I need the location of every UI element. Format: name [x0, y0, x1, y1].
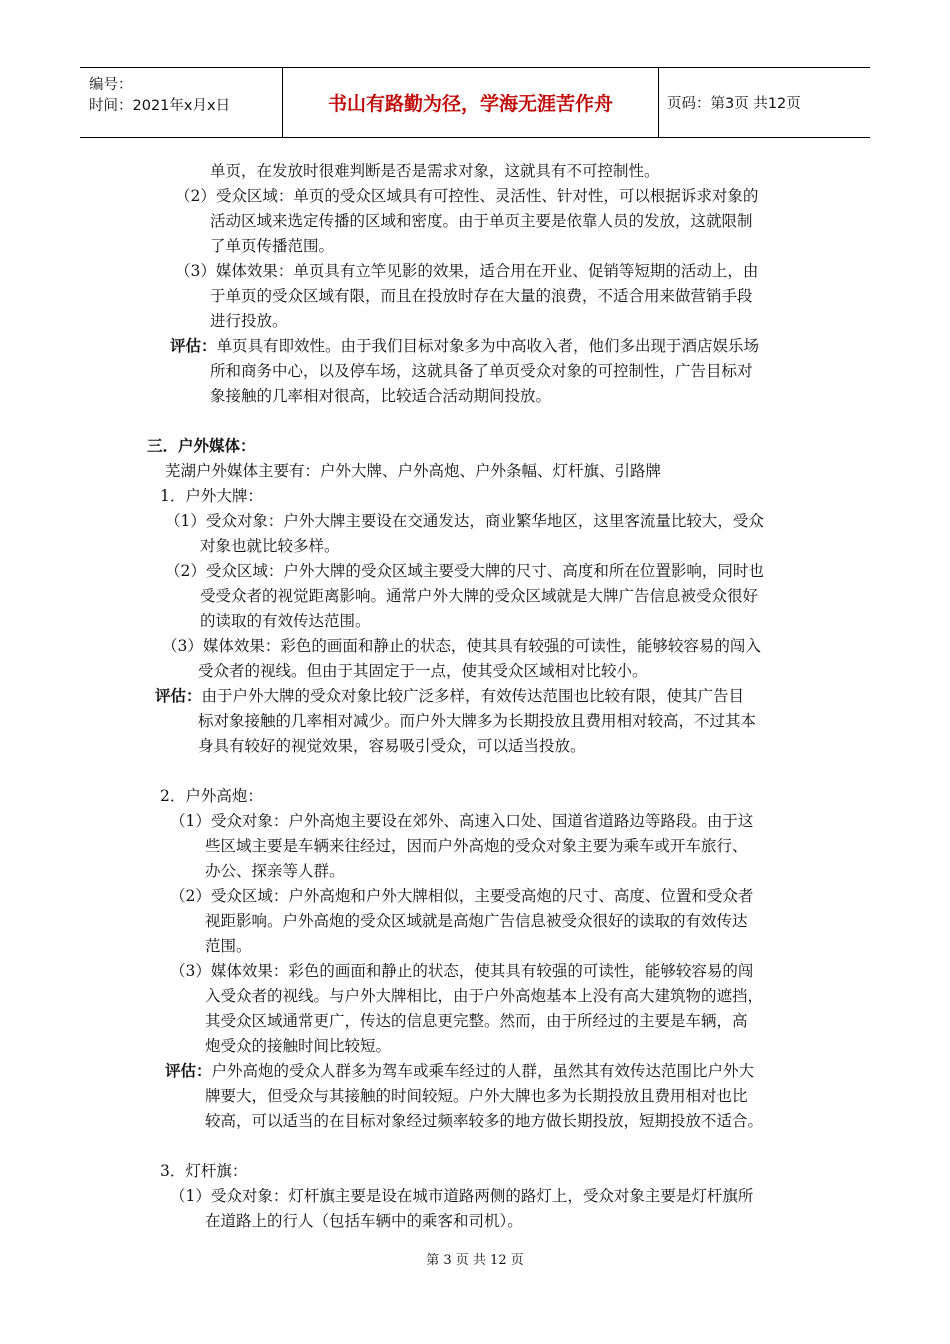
- text-line: 受众者的视线。但由于其固定于一点，使其受众区域相对比较小。: [198, 662, 648, 680]
- subsection-heading: 3．灯杆旗：: [160, 1162, 248, 1180]
- text-line: 在道路上的行人（包括车辆中的乘客和司机）。: [205, 1212, 523, 1230]
- text-line: 入受众者的视线。与户外大牌相比，由于户外高炮基本上没有高大建筑物的遮挡，: [205, 987, 764, 1005]
- text-line: （1）受众对象：户外高炮主要设在郊外、高速入口处、国道省道路边等路段。由于这: [170, 812, 754, 830]
- text-line: 户外高炮的受众人群多为驾车或乘车经过的人群，虽然其有效传达范围比户外大: [211, 1062, 755, 1080]
- text-line: 单页具有即效性。由于我们目标对象多为中高收入者，他们多出现于酒店娱乐场: [216, 337, 760, 355]
- header-motto: 书山有路勤为径，学海无涯苦作舟: [283, 68, 659, 137]
- text-line: 了单页传播范围。: [210, 237, 335, 255]
- text-line: （1）受众对象：灯杆旗主要是设在城市道路两侧的路灯上，受众对象主要是灯杆旗所: [170, 1187, 754, 1205]
- text-line: （2）受众区域：户外高炮和户外大牌相似，主要受高炮的尺寸、高度、位置和受众者: [170, 887, 754, 905]
- evaluation-label: 评估：: [155, 687, 202, 705]
- text-line: （2）受众区域：户外大牌的受众区域主要受大牌的尺寸、高度和所在位置影响，同时也: [165, 562, 764, 580]
- document-date-label: 时间：2021年x月x日: [89, 98, 231, 114]
- text-line: 牌要大，但受众与其接触的时间较短。户外大牌也多为长期投放且费用相对也比: [205, 1087, 748, 1105]
- text-line: 象接触的几率相对很高，比较适合活动期间投放。: [210, 387, 552, 405]
- text-line: 所和商务中心，以及停车场，这就具备了单页受众对象的可控制性，广告目标对: [210, 362, 753, 380]
- header-page-indicator: 页码：第3页 共12页: [667, 96, 801, 112]
- text-line: 些区域主要是车辆来往经过，因而户外高炮的受众对象主要为乘车或开车旅行、: [205, 837, 748, 855]
- header-info-cell: [80, 68, 283, 137]
- text-line: 单页，在发放时很难判断是否是需求对象，这就具有不可控制性。: [210, 162, 660, 180]
- section-heading: 三．户外媒体：: [147, 437, 256, 455]
- text-line: 身具有较好的视觉效果，容易吸引受众，可以适当投放。: [198, 737, 586, 755]
- subsection-heading: 1．户外大牌：: [160, 487, 263, 505]
- text-line: 范围。: [205, 937, 252, 955]
- evaluation-label: 评估：: [165, 1062, 212, 1080]
- text-line: 的读取的有效传达范围。: [200, 612, 371, 630]
- text-line: （3）媒体效果：彩色的画面和静止的状态，使其具有较强的可读性，能够较容易的闯: [170, 962, 754, 980]
- text-line: 标对象接触的几率相对减少。而户外大牌多为长期投放且费用相对较高，不过其本: [198, 712, 757, 730]
- text-line: （3）媒体效果：彩色的画面和静止的状态，使其具有较强的可读性，能够较容易的闯入: [162, 637, 761, 655]
- text-line: 于单页的受众区域有限，而且在投放时存在大量的浪费，不适合用来做营销手段: [210, 287, 753, 305]
- text-line: （1）受众对象：户外大牌主要设在交通发达，商业繁华地区，这里客流量比较大，受众: [165, 512, 764, 530]
- page-footer: 第 3 页 共 12 页: [426, 1253, 524, 1268]
- text-line: 炮受众的接触时间比较短。: [205, 1037, 392, 1055]
- document-number-label: 编号：: [89, 77, 133, 93]
- text-line: 对象也就比较多样。: [200, 537, 340, 555]
- evaluation-paragraph: [165, 1061, 754, 1081]
- text-line: 办公、探亲等人群。: [205, 862, 345, 880]
- evaluation-label: 评估：: [170, 337, 217, 355]
- text-line: 较高，可以适当的在目标对象经过频率较多的地方做长期投放，短期投放不适合。: [205, 1112, 764, 1130]
- text-line: 芜湖户外媒体主要有：户外大牌、户外高炮、户外条幅、灯杆旗、引路牌: [165, 462, 662, 480]
- evaluation-paragraph: [155, 686, 744, 706]
- page-header: [80, 67, 870, 138]
- text-line: 活动区域来选定传播的区域和密度。由于单页主要是依靠人员的发放，这就限制: [210, 212, 753, 230]
- text-line: 进行投放。: [210, 312, 288, 330]
- text-line: （2）受众区域：单页的受众区域具有可控性、灵活性、针对性，可以根据诉求对象的: [175, 187, 759, 205]
- text-line: （3）媒体效果：单页具有立竿见影的效果，适合用在开业、促销等短期的活动上，由: [175, 262, 759, 280]
- text-line: 其受众区域通常更广，传达的信息更完整。然而，由于所经过的主要是车辆，高: [205, 1012, 748, 1030]
- evaluation-paragraph: [170, 336, 759, 356]
- subsection-heading: 2．户外高炮：: [160, 787, 263, 805]
- text-line: 视距影响。户外高炮的受众区域就是高炮广告信息被受众很好的读取的有效传达: [205, 912, 748, 930]
- text-line: 由于户外大牌的受众对象比较广泛多样，有效传达范围也比较有限，使其广告目: [201, 687, 745, 705]
- text-line: 受受众者的视觉距离影响。通常户外大牌的受众区域就是大牌广告信息被受众很好: [200, 587, 759, 605]
